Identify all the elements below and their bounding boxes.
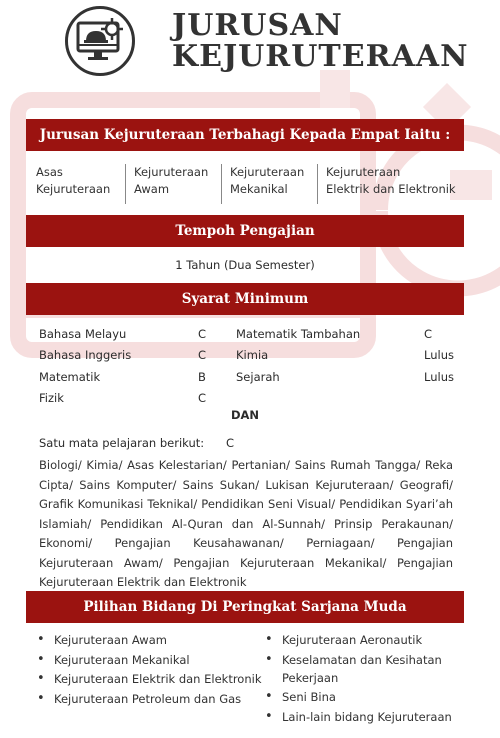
programme-list-right [265,631,465,727]
list-item: • Lain-lain bidang Kejuruteraan [265,708,465,726]
section-heading-duration: Tempoh Pengajian [26,215,464,247]
elective-subject-list: Biologi/ Kimia/ Asas Kelestarian/ Pertanian/ Sains Rumah Tangga/ Reka Cipta/ Sains Komputer/ Sains Sukan/ Lukisan Kejuruteraan/ Geografi/ Grafik Komunikasi Teknikal/ Pendidikan Seni Visual/ Pendidikan Syari’ah Islamiah/ Pendidikan Al-Quran dan Al-Sunnah/ Prinsip Perakaunan/ Ekonomi/ Pengajian Keusahawanan/ Perniagaan/ Pengajian Kejuruteraan Awam/ Pengajian Kejuruteraan Mekanikal/ Pengajian Kejuruteraan Elektrik dan Elektronik [39,458,453,589]
engineering-logo [65,6,135,76]
list-item: • Keselamatan dan Kesihatan Pekerjaan [265,651,465,687]
requirement-row: Bahasa Inggeris C [39,348,207,362]
requirement-row: Matematik Tambahan C [236,327,433,341]
requirement-row: Bahasa Melayu C [39,327,207,341]
page-title: JURUSAN KEJURUTERAAN [172,8,469,74]
requirement-row: Sejarah Lulus [236,370,454,384]
programme-list-left [37,631,267,709]
section-heading-departments: Jurusan Kejuruteraan Terbahagi Kepada Empat Iaitu : [26,119,464,151]
requirement-row: Kimia Lulus [236,348,454,362]
page-header [0,0,500,90]
hard-hat-icon [84,31,108,43]
conjunction-label: DAN [230,408,260,422]
list-item: • Kejuruteraan Elektrik dan Elektronik [37,670,267,688]
department-list [27,164,467,204]
department-item: Kejuruteraan Elektrik dan Elektronik [317,164,467,204]
one-of-label: Satu mata pelajaran berikut: [39,436,205,450]
requirement-row: Fizik C [39,391,207,405]
department-item: Asas Kejuruteraan [36,165,111,196]
one-of-grade: C [226,436,235,450]
list-item: • Kejuruteraan Awam [37,631,267,649]
department-item: Kejuruteraan Awam [125,164,221,204]
section-heading-programmes: Pilihan Bidang Di Peringkat Sarjana Muda [26,591,464,623]
duration-text: 1 Tahun (Dua Semester) [175,258,315,272]
computer-monitor-icon [74,15,126,67]
list-item: • Kejuruteraan Petroleum dan Gas [37,690,267,708]
requirement-row: Matematik B [39,370,206,384]
department-item: Kejuruteraan Mekanikal [221,164,317,204]
list-item: • Seni Bina [265,688,465,706]
section-heading-requirements: Syarat Minimum [26,283,464,315]
list-item: • Kejuruteraan Mekanikal [37,651,267,669]
list-item: • Kejuruteraan Aeronautik [265,631,465,649]
